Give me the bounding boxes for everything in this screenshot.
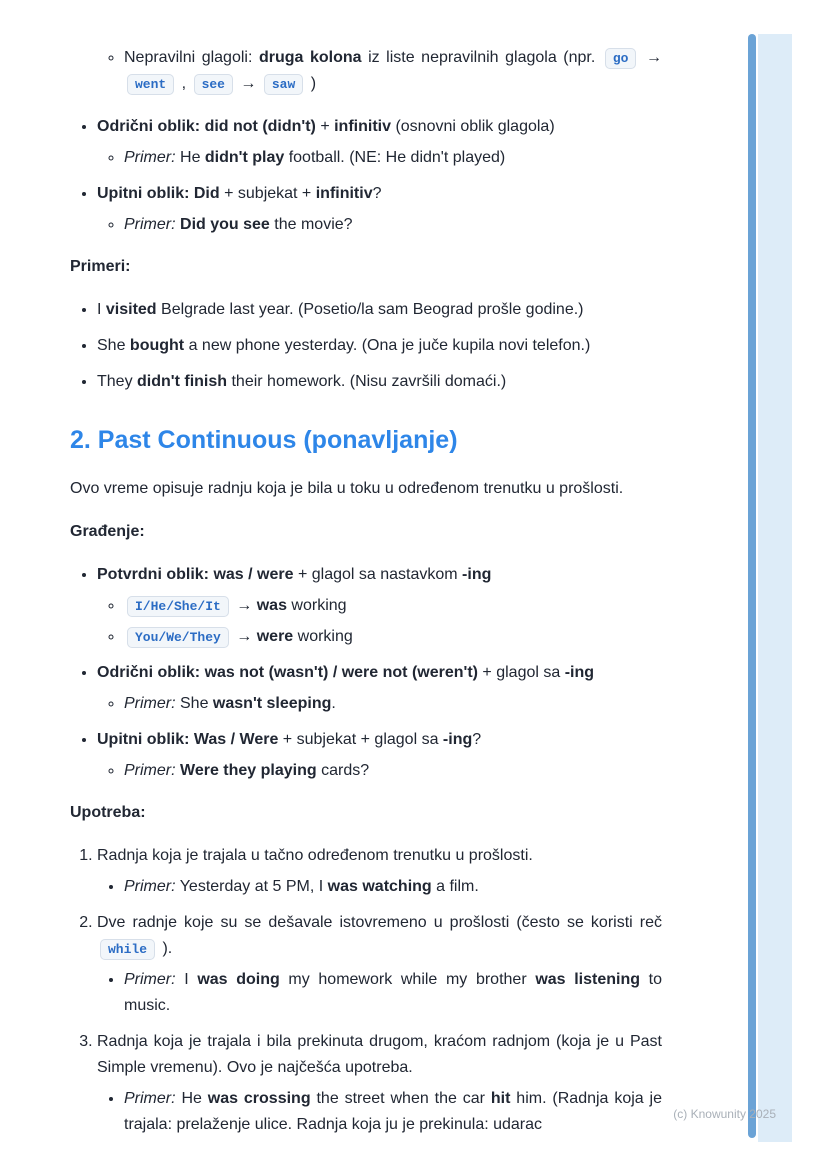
text-segment: ) <box>306 74 317 92</box>
past-continuous-intro <box>70 476 662 502</box>
bold-text: Upitni oblik: Was / Were <box>97 730 279 748</box>
text-segment: They <box>97 373 138 391</box>
italic-text: Primer: <box>124 1089 176 1107</box>
text-segment: → <box>231 627 257 645</box>
list-item-text <box>124 145 662 171</box>
sub-list <box>97 758 662 784</box>
inline-code: saw <box>264 74 303 95</box>
text-segment: Yesterday at 5 PM, I <box>175 878 328 896</box>
upotreba-heading <box>70 800 662 826</box>
examples-list <box>70 297 662 395</box>
bold-text: Primeri: <box>70 258 131 276</box>
gradjenje-heading <box>70 519 662 545</box>
list-item <box>97 333 662 359</box>
text-segment: ). <box>158 940 173 958</box>
bold-text: was doing <box>197 971 280 988</box>
text-segment: She <box>175 694 213 712</box>
bold-text: was listening <box>535 971 640 988</box>
bold-text: infinitiv <box>315 184 373 202</box>
text-segment: + <box>315 117 335 135</box>
text-segment: my homework while my brother <box>279 971 536 988</box>
list-item <box>97 660 662 717</box>
list-item <box>97 843 662 900</box>
text-segment: a film. <box>431 878 479 896</box>
text-segment: working <box>293 627 353 645</box>
list-item-text <box>97 297 662 323</box>
text-segment: (osnovni oblik glagola) <box>391 117 555 135</box>
text-segment: → <box>235 74 261 92</box>
list-item <box>97 297 662 323</box>
list-item-text <box>124 593 662 619</box>
list-item-text <box>124 1086 662 1138</box>
text-segment: working <box>286 597 347 615</box>
text-segment: Radnja koja je trajala i bila prekinuta drugom, kraćom radnjom (koja je u Past Simple vremenu). Ovo je najčešća upotreba. <box>97 1032 662 1076</box>
list-item-text <box>97 660 662 686</box>
list-item-text <box>124 45 662 97</box>
text-segment: ? <box>372 184 382 202</box>
list-item-text <box>124 212 662 238</box>
text-segment: Ovo vreme opisuje radnju koja je bila u toku u određenom trenutku u prošlosti. <box>70 480 624 498</box>
list-item-text <box>124 624 662 650</box>
inline-code: went <box>127 74 174 95</box>
italic-text: Primer: <box>124 694 176 712</box>
bold-text: -ing <box>462 566 492 584</box>
bold-text: Građenje: <box>70 523 145 541</box>
list-item <box>124 145 662 171</box>
list-item-text <box>97 727 662 753</box>
text-segment: football. (NE: He didn't played) <box>284 148 506 166</box>
bold-text: wasn't sleeping <box>212 694 332 712</box>
italic-text: Primer: <box>124 971 176 988</box>
text-segment: + subjekat + glagol sa <box>278 730 443 748</box>
text-segment: iz liste nepravilnih glagola (npr. <box>361 49 602 66</box>
sub-list <box>97 212 662 238</box>
list-item-text <box>97 181 662 207</box>
text-segment: cards? <box>316 761 370 779</box>
text-segment: → <box>231 597 257 615</box>
irregular-verbs-list <box>97 45 662 97</box>
text-segment: him. (Radnja koja je trajala: prelaženje ulice. Radnja koja ju je prekinula: udarac <box>124 1089 663 1133</box>
text-segment: Dve radnje koje su se dešavale istovremeno u prošlosti (često se koristi reč <box>97 914 662 932</box>
text-segment: I <box>97 301 106 319</box>
list-item <box>124 758 662 784</box>
sub-list <box>97 1086 662 1138</box>
bold-text: didn't play <box>204 148 285 166</box>
text-segment: Nepravilni glagoli: <box>124 49 259 66</box>
list-item-text <box>97 1029 662 1081</box>
list-item <box>97 727 662 784</box>
text-segment: the street when the car <box>310 1089 491 1107</box>
bold-text: Odrični oblik: did not (didn't) <box>97 117 316 135</box>
bold-text: Upitni oblik: Did <box>97 184 220 202</box>
list-item-text <box>124 874 662 900</box>
bold-text: -ing <box>564 663 595 681</box>
inline-code: while <box>100 939 155 960</box>
text-segment: He <box>175 1089 208 1107</box>
sub-list <box>97 593 662 650</box>
list-item-text <box>97 910 662 962</box>
bold-text: was watching <box>327 878 432 896</box>
section-heading-past-continuous <box>70 425 662 456</box>
bold-text: druga kolona <box>258 49 362 66</box>
list-item <box>124 874 662 900</box>
bold-text: were <box>256 627 294 645</box>
list-item <box>97 114 662 171</box>
scrollbar-thumb[interactable] <box>748 34 756 1138</box>
list-item-text <box>124 758 662 784</box>
bold-text: was <box>256 597 287 615</box>
sub-list <box>97 967 662 1019</box>
text-segment: a new phone yesterday. (Ona je juče kupila novi telefon.) <box>184 337 591 355</box>
inline-code: go <box>605 48 637 69</box>
text-segment: to music. <box>124 971 662 1014</box>
bold-text: infinitiv <box>334 117 391 135</box>
text-segment: She <box>97 337 130 355</box>
text-segment: ? <box>472 730 482 748</box>
text-segment: + subjekat + <box>219 184 316 202</box>
past-simple-forms-list <box>70 114 662 238</box>
list-item <box>97 910 662 1019</box>
bold-text: didn't finish <box>137 373 228 391</box>
past-continuous-forms-list <box>70 562 662 783</box>
bold-text: hit <box>490 1089 511 1107</box>
list-item <box>97 562 662 650</box>
list-item <box>124 967 662 1019</box>
primeri-heading <box>70 254 662 280</box>
list-item <box>124 624 662 650</box>
italic-text: Primer: <box>124 878 176 896</box>
text-segment: Radnja koja je trajala u tačno određenom trenutku u prošlosti. <box>97 847 533 865</box>
list-item <box>124 593 662 619</box>
sub-list <box>97 691 662 717</box>
italic-text: Primer: <box>124 761 176 779</box>
document-content <box>70 28 662 1154</box>
text-segment: the movie? <box>269 215 353 233</box>
text-segment: + glagol sa <box>477 663 565 681</box>
list-item-text <box>97 369 662 395</box>
text-segment: + glagol sa nastavkom <box>293 566 463 584</box>
list-item <box>97 369 662 395</box>
usage-list <box>70 843 662 1137</box>
text-segment: their homework. (Nisu završili domaći.) <box>227 373 507 391</box>
inline-code: I/He/She/It <box>127 596 229 617</box>
list-item-text <box>97 333 662 359</box>
text-segment: Belgrade last year. (Posetio/la sam Beograd prošle godine.) <box>156 301 584 319</box>
text-segment: I <box>175 971 198 988</box>
sub-list <box>97 145 662 171</box>
bold-text: visited <box>105 301 157 319</box>
list-item-text <box>97 843 662 869</box>
sub-list <box>97 874 662 900</box>
text-segment: 2. Past Continuous (ponavljanje) <box>70 426 458 455</box>
bold-text: Upotreba: <box>70 804 146 822</box>
inline-code: see <box>194 74 233 95</box>
bold-text: Did you see <box>180 215 270 233</box>
text-segment: . <box>331 694 336 712</box>
inline-code: You/We/They <box>127 627 229 648</box>
footer-watermark <box>673 1107 776 1121</box>
italic-text: Primer: <box>124 148 176 166</box>
list-item-text <box>97 562 662 588</box>
bold-text: Potvrdni oblik: was / were <box>97 566 294 584</box>
scrollbar-track[interactable] <box>758 34 792 1142</box>
list-item-text <box>124 967 662 1019</box>
list-item-text <box>97 114 662 140</box>
list-item <box>124 212 662 238</box>
text-segment: He <box>175 148 205 166</box>
bold-text: -ing <box>442 730 473 748</box>
list-item <box>124 691 662 717</box>
list-item <box>97 181 662 238</box>
text-segment: , <box>177 74 191 92</box>
list-item <box>124 45 662 97</box>
bold-text: Odrični oblik: was not (wasn't) / were not (weren't) <box>97 663 478 681</box>
bold-text: Were they playing <box>180 761 317 779</box>
list-item-text <box>124 691 662 717</box>
bold-text: was crossing <box>207 1089 311 1107</box>
footer-text: (c) Knowunity 2025 <box>673 1107 776 1121</box>
bold-text: bought <box>129 337 185 355</box>
list-item <box>124 1086 662 1138</box>
italic-text: Primer: <box>124 215 176 233</box>
text-segment: → <box>639 49 663 66</box>
list-item <box>97 1029 662 1138</box>
